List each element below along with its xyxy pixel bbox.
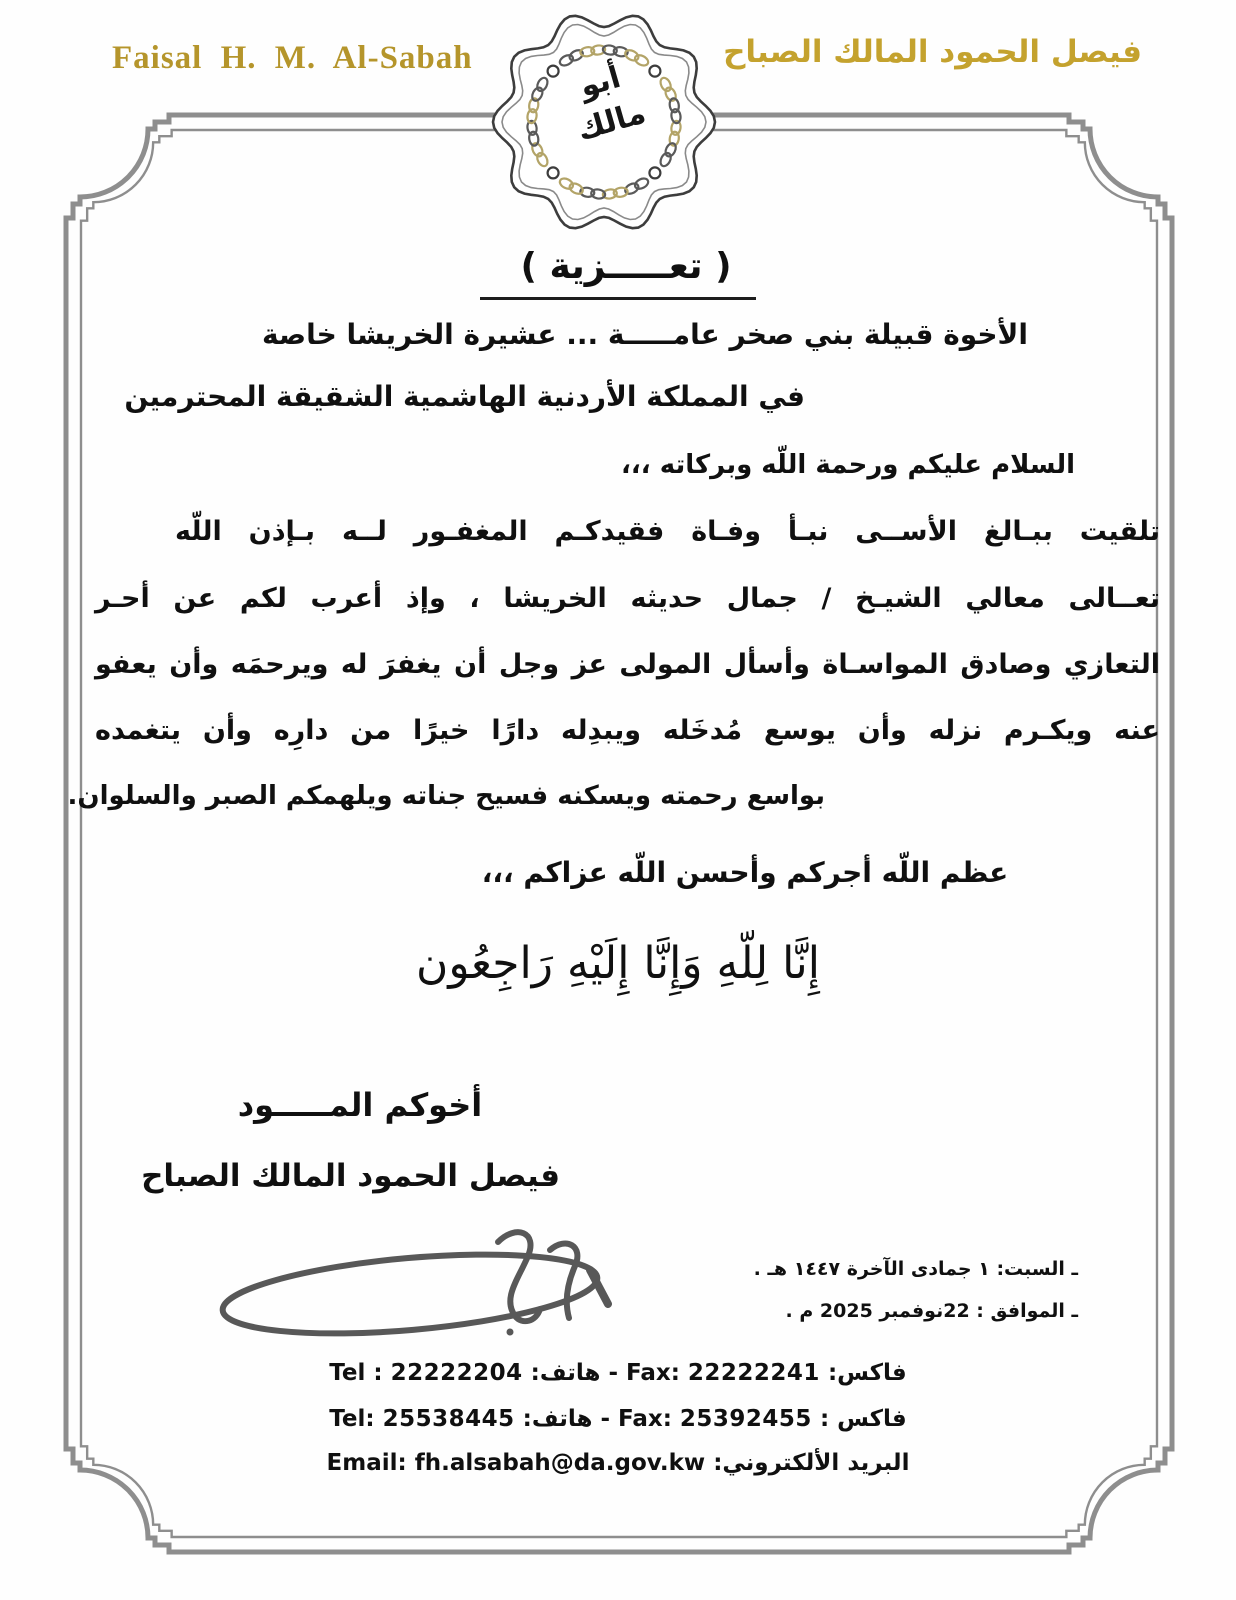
fax-label-ar: فاكس:	[827, 1360, 907, 1386]
contact-line-2	[0, 1406, 1236, 1432]
signoff-title: أخوكم المـــــود	[237, 1086, 483, 1124]
salutation: السلام عليكم ورحمة اللّه وبركاته ،،،	[621, 450, 1075, 480]
fax-label-en: Fax:	[625, 1360, 680, 1386]
email-address: fh.alsabah@da.gov.kw	[414, 1450, 706, 1476]
handwritten-signature	[198, 1212, 638, 1352]
addressee-line-1: الأخوة قبيلة بني صخر عامـــــة ... عشيرة الخريشا خاصة	[262, 318, 1028, 351]
fax-label-en: Fax:	[617, 1406, 672, 1432]
email-line	[0, 1450, 1236, 1476]
closing-prayer: عظم اللّه أجركم وأحسن اللّه عزاكم ،،،	[481, 856, 1009, 889]
tel-number: 25538445	[382, 1406, 515, 1432]
email-label-ar: البريد الألكتروني:	[713, 1450, 910, 1476]
email-label-en: Email:	[326, 1450, 407, 1476]
tel-label-ar: هاتف:	[530, 1360, 601, 1386]
separator-dash: -	[608, 1360, 618, 1386]
tel-label-en: Tel:	[329, 1406, 375, 1432]
date-gregorian: ـ الموافق : 22نوفمبر 2025 م .	[785, 1300, 1078, 1322]
emblem-center-text: أبو مالك	[573, 59, 650, 148]
separator-dash: -	[600, 1406, 610, 1432]
letterhead-name-latin: Faisal H. M. Al-Sabah	[112, 40, 473, 76]
fax-number: 25392455	[679, 1406, 812, 1432]
istirja-calligraphy: إِنَّا لِلّهِ وَإِنَّا إِلَيْهِ رَاجِعُون	[416, 938, 820, 989]
body-line-3: التعازي وصادق المواسـاة وأسأل المولى عز وجل أن يغفرَ له ويرحمَه وأن يعفو	[95, 649, 1160, 680]
fax-label-ar: فاكس :	[819, 1406, 907, 1432]
addressee-line-2: في المملكة الأردنية الهاشمية الشقيقة المحترمين	[124, 380, 805, 413]
signoff-name: فيصل الحمود المالك الصباح	[141, 1158, 560, 1194]
letter-title: ( تعـــــزية )	[480, 246, 755, 300]
body-line-4: عنه ويكـرم نزله وأن يوسع مُدخَله ويبدِله دارًا خيرًا من دارِه وأن يتغمده	[95, 715, 1160, 746]
body-line-5: بواسع رحمته ويسكنه فسيح جناته ويلهمكم الصبر والسلوان.	[67, 781, 825, 811]
letter-title-wrap	[0, 246, 1236, 300]
body-line-1: تلقيت ببـالغ الأســى نبـأ وفـاة فقيدكـم المغفـور لــه بـإذن اللّه	[175, 516, 1160, 547]
contact-line-1	[0, 1360, 1236, 1386]
fax-number: 22222241	[687, 1360, 820, 1386]
body-line-2: تعــالى معالي الشيـخ / جمال حديثه الخريشا ، وإذ أعرب لكم عن أحـر	[95, 583, 1160, 614]
date-hijri: ـ السبت: ١ جمادى الآخرة ١٤٤٧ هـ .	[753, 1258, 1078, 1280]
letterhead-name-arabic-calligraphy: فيصل الحمود المالك الصباح	[723, 34, 1142, 70]
tel-label-ar: هاتف:	[522, 1406, 593, 1432]
tel-number: 22222204	[390, 1360, 523, 1386]
tel-label-en: Tel :	[329, 1360, 383, 1386]
